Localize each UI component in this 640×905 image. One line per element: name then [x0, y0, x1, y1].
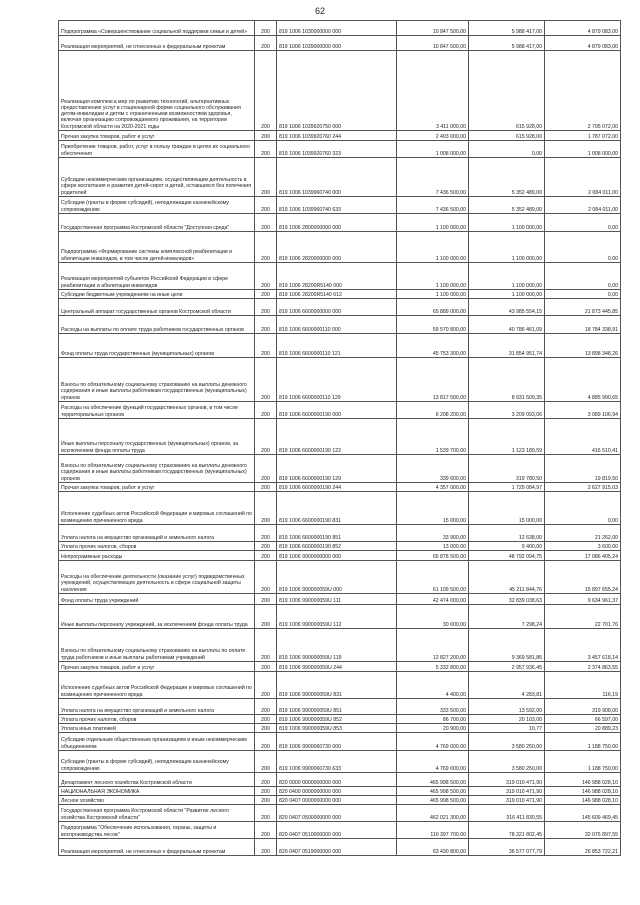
row-code-cell: 819 1006 990000059U 000: [277, 561, 397, 594]
row-approved-cell: 7 436 500,00: [397, 158, 469, 197]
table-row: [59, 214, 621, 232]
row-grbs-cell: 200: [255, 214, 277, 232]
row-code-cell: 819 1006 6600000190 851: [277, 525, 397, 542]
row-name-cell: Иные выплаты персоналу учреждений, за исключением фонда оплаты труда: [59, 605, 255, 629]
row-unexecuted-cell: 145 609 469,45: [545, 805, 621, 822]
row-code-cell: 820 0407 0510000000 000: [277, 822, 397, 839]
row-executed-cell: 1 100 000,00: [469, 290, 545, 299]
row-approved-cell: 13 817 500,00: [397, 358, 469, 402]
row-name-cell: Реализация мероприятий, не отнесенных к федеральным проектам: [59, 839, 255, 856]
row-grbs-cell: 200: [255, 525, 277, 542]
row-unexecuted-cell: 4 885 990,65: [545, 358, 621, 402]
row-code-cell: 819 1006 990000059U 851: [277, 699, 397, 715]
row-approved-cell: 65 878 500,00: [397, 551, 469, 561]
row-code-cell: 819 1006 990000059U 852: [277, 715, 397, 724]
row-name-cell: Прочая закупка товаров, работ и услуг: [59, 662, 255, 672]
row-unexecuted-cell: 2 084 011,00: [545, 197, 621, 214]
row-unexecuted-cell: 21 262,00: [545, 525, 621, 542]
table-row: [59, 131, 621, 141]
row-unexecuted-cell: 2 084 011,00: [545, 158, 621, 197]
table-row: [59, 299, 621, 316]
table-row: [59, 141, 621, 158]
row-grbs-cell: 200: [255, 662, 277, 672]
table-row: [59, 483, 621, 492]
row-executed-cell: 15 000,00: [469, 492, 545, 525]
row-approved-cell: 63 430 800,00: [397, 839, 469, 856]
row-grbs-cell: 200: [255, 158, 277, 197]
row-name-cell: Подпрограмма «Совершенствование социальной поддержки семьи и детей»: [59, 21, 255, 36]
row-executed-cell: 9 369 581,86: [469, 629, 545, 662]
row-code-cell: 819 1006 1030000000 000: [277, 21, 397, 36]
row-code-cell: 819 1006 6600000190 000: [277, 402, 397, 419]
table-row: [59, 561, 621, 594]
row-code-cell: 820 0000 0000000000 000: [277, 773, 397, 787]
row-name-cell: Подпрограмма "Обеспечение использования, охраны, защиты и воспроизводства лесов": [59, 822, 255, 839]
row-code-cell: 819 1006 9900060730 633: [277, 751, 397, 773]
row-grbs-cell: 200: [255, 773, 277, 787]
row-name-cell: Уплата прочих налогов, сборов: [59, 542, 255, 551]
row-code-cell: 819 1006 6600000190 244: [277, 483, 397, 492]
table-row: [59, 822, 621, 839]
row-approved-cell: 10 847 500,00: [397, 21, 469, 36]
row-grbs-cell: 200: [255, 131, 277, 141]
row-code-cell: 819 1006 1039920750 000: [277, 51, 397, 131]
row-grbs-cell: 200: [255, 605, 277, 629]
row-code-cell: 819 1006 6600000110 121: [277, 334, 397, 358]
row-approved-cell: 12 827 200,00: [397, 629, 469, 662]
row-grbs-cell: 200: [255, 334, 277, 358]
row-code-cell: 820 0407 0500000000 000: [277, 805, 397, 822]
row-executed-cell: 316 411 830,55: [469, 805, 545, 822]
row-grbs-cell: 200: [255, 232, 277, 263]
table-row: [59, 787, 621, 796]
row-unexecuted-cell: 0,00: [545, 232, 621, 263]
row-unexecuted-cell: 66 597,00: [545, 715, 621, 724]
row-name-cell: Субсидии бюджетным учреждениям на иные цели: [59, 290, 255, 299]
table-row: [59, 662, 621, 672]
table-row: [59, 525, 621, 542]
row-name-cell: Подпрограмма «Формирование системы комплексной реабилитации и абилитации инвалидов, в том числе детей-инвалидов»: [59, 232, 255, 263]
row-executed-cell: 3 580 250,00: [469, 751, 545, 773]
row-grbs-cell: 200: [255, 51, 277, 131]
row-name-cell: НАЦИОНАЛЬНАЯ ЭКОНОМИКА: [59, 787, 255, 796]
row-approved-cell: 86 700,00: [397, 715, 469, 724]
row-name-cell: Взносы по обязательному социальному страхованию на выплаты денежного содержания и иные выплаты работникам государственных (муниципальных) органов: [59, 455, 255, 483]
row-executed-cell: 319 010 471,90: [469, 796, 545, 805]
table-row: [59, 316, 621, 334]
row-code-cell: 819 1006 9900060730 000: [277, 733, 397, 751]
row-code-cell: 819 1006 990000059U 112: [277, 605, 397, 629]
row-unexecuted-cell: 1 008 000,00: [545, 141, 621, 158]
row-grbs-cell: 200: [255, 299, 277, 316]
row-name-cell: Исполнение судебных актов Российской Федерации и мировых соглашений по возмещению причиненного вреда: [59, 672, 255, 699]
row-executed-cell: 1 729 084,97: [469, 483, 545, 492]
row-unexecuted-cell: 26 853 722,21: [545, 839, 621, 856]
row-approved-cell: 30 000,00: [397, 605, 469, 629]
row-unexecuted-cell: 2 374 863,55: [545, 662, 621, 672]
row-executed-cell: 10,77: [469, 724, 545, 733]
table-row: [59, 402, 621, 419]
row-executed-cell: 12 638,00: [469, 525, 545, 542]
table-row: [59, 751, 621, 773]
row-approved-cell: 333 500,00: [397, 699, 469, 715]
row-unexecuted-cell: 4 879 083,00: [545, 36, 621, 51]
table-row: [59, 805, 621, 822]
row-grbs-cell: 200: [255, 36, 277, 51]
row-name-cell: Лесное хозяйство: [59, 796, 255, 805]
row-grbs-cell: 200: [255, 561, 277, 594]
row-approved-cell: 1 539 700,00: [397, 419, 469, 455]
table-row: [59, 232, 621, 263]
row-unexecuted-cell: 21 873 445,85: [545, 299, 621, 316]
table-row: [59, 672, 621, 699]
row-grbs-cell: 200: [255, 492, 277, 525]
table-row: [59, 419, 621, 455]
row-code-cell: 819 1006 6600000190 122: [277, 419, 397, 455]
row-name-cell: Исполнение судебных актов Российской Федерации и мировых соглашений по возмещению причиненного вреда: [59, 492, 255, 525]
page-number: 62: [314, 6, 325, 16]
row-code-cell: 819 1006 1039920760 323: [277, 141, 397, 158]
row-name-cell: Уплата налога на имущество организаций и земельного налога: [59, 699, 255, 715]
row-grbs-cell: 200: [255, 483, 277, 492]
row-unexecuted-cell: 22 701,76: [545, 605, 621, 629]
row-name-cell: Уплата иных платежей: [59, 724, 255, 733]
row-name-cell: Прочая закупка товаров, работ и услуг: [59, 483, 255, 492]
row-approved-cell: 465 998 500,00: [397, 787, 469, 796]
row-grbs-cell: 200: [255, 733, 277, 751]
row-name-cell: Расходы на обеспечение деятельности (оказание услуг) подведомственных учреждений, осуществляющих деятельность в сфере социальной защиты населения: [59, 561, 255, 594]
table-row: [59, 36, 621, 51]
table-row: [59, 839, 621, 856]
row-unexecuted-cell: 9 634 961,37: [545, 594, 621, 605]
row-unexecuted-cell: 18 784 338,91: [545, 316, 621, 334]
row-code-cell: 819 1006 990000059U 111: [277, 594, 397, 605]
row-executed-cell: 78 321 802,45: [469, 822, 545, 839]
table-row: [59, 358, 621, 402]
row-executed-cell: 2 957 936,45: [469, 662, 545, 672]
row-code-cell: 820 0407 0519000000 000: [277, 839, 397, 856]
row-unexecuted-cell: 2 795 072,00: [545, 51, 621, 131]
table-row: [59, 733, 621, 751]
row-approved-cell: 465 998 500,00: [397, 773, 469, 787]
row-name-cell: Прочая закупка товаров, работ и услуг: [59, 131, 255, 141]
table-row: [59, 334, 621, 358]
row-executed-cell: 4 283,81: [469, 672, 545, 699]
table-row: [59, 724, 621, 733]
row-name-cell: Непрограммные расходы: [59, 551, 255, 561]
row-approved-cell: 13 000,00: [397, 542, 469, 551]
row-executed-cell: 31 854 951,74: [469, 334, 545, 358]
row-name-cell: Фонд оплаты труда государственных (муниципальных) органов: [59, 334, 255, 358]
row-unexecuted-cell: 0,00: [545, 492, 621, 525]
table-row: [59, 629, 621, 662]
row-approved-cell: 45 753 300,00: [397, 334, 469, 358]
row-grbs-cell: 200: [255, 715, 277, 724]
row-unexecuted-cell: 17 086 405,24: [545, 551, 621, 561]
row-grbs-cell: 200: [255, 796, 277, 805]
row-approved-cell: 1 100 000,00: [397, 232, 469, 263]
row-code-cell: 819 1006 6600000110 129: [277, 358, 397, 402]
row-unexecuted-cell: 4 879 083,00: [545, 21, 621, 36]
row-code-cell: 819 1006 1039920760 244: [277, 131, 397, 141]
row-code-cell: 819 1006 990000059U 831: [277, 672, 397, 699]
row-unexecuted-cell: 2 627 915,03: [545, 483, 621, 492]
row-name-cell: Приобретение товаров, работ, услуг в пользу граждан в целях их социального обеспечения: [59, 141, 255, 158]
row-grbs-cell: 200: [255, 724, 277, 733]
row-grbs-cell: 200: [255, 822, 277, 839]
row-approved-cell: 59 570 800,00: [397, 316, 469, 334]
row-code-cell: 819 1006 2800000000 000: [277, 214, 397, 232]
row-approved-cell: 4 769 000,00: [397, 733, 469, 751]
row-code-cell: 820 0400 0000000000 000: [277, 787, 397, 796]
row-grbs-cell: 200: [255, 805, 277, 822]
row-code-cell: 819 1006 6600000000 000: [277, 299, 397, 316]
row-code-cell: 819 1006 1039960740 000: [277, 158, 397, 197]
table-row: [59, 492, 621, 525]
row-code-cell: 819 1006 2820000000 000: [277, 232, 397, 263]
row-unexecuted-cell: 0,00: [545, 290, 621, 299]
row-code-cell: 819 1006 6600000190 831: [277, 492, 397, 525]
row-approved-cell: 7 436 500,00: [397, 197, 469, 214]
row-grbs-cell: 200: [255, 263, 277, 290]
row-executed-cell: 319 780,50: [469, 455, 545, 483]
row-executed-cell: 615 928,00: [469, 51, 545, 131]
row-approved-cell: 6 208 200,00: [397, 402, 469, 419]
table-row: [59, 796, 621, 805]
row-executed-cell: 7 298,24: [469, 605, 545, 629]
row-executed-cell: 5 988 417,00: [469, 36, 545, 51]
row-name-cell: Реализация мероприятий, не отнесенных к федеральным проектам: [59, 36, 255, 51]
row-unexecuted-cell: 416 510,41: [545, 419, 621, 455]
row-grbs-cell: 200: [255, 542, 277, 551]
row-executed-cell: 48 792 094,75: [469, 551, 545, 561]
row-executed-cell: 1 100 000,00: [469, 232, 545, 263]
row-approved-cell: 3 411 000,00: [397, 51, 469, 131]
row-name-cell: Центральный аппарат государственных органов Костромской области: [59, 299, 255, 316]
row-name-cell: Субсидии некоммерческим организациям, осуществляющим деятельность в сфере воспитания и развития детей-сирот и детей, оставшихся без попечения родителей: [59, 158, 255, 197]
row-name-cell: Государственная программа Костромской области "Доступная среда": [59, 214, 255, 232]
row-approved-cell: 4 769 000,00: [397, 751, 469, 773]
row-name-cell: Реализация комплекса мер по развитию технологий, альтернативных предоставлению услуг в стационарной форме социального обслуживания детям-инвалидам и детям с ограниченными возможностями здоровья, включая организацию сопровождаемого проживания, на территории Костромской области на 2020-2021 годы: [59, 51, 255, 131]
row-unexecuted-cell: 13 898 348,26: [545, 334, 621, 358]
row-executed-cell: 1 100 000,00: [469, 263, 545, 290]
row-unexecuted-cell: 1 787 072,00: [545, 131, 621, 141]
row-executed-cell: 45 211 844,76: [469, 561, 545, 594]
row-name-cell: Иные выплаты персоналу государственных (муниципальных) органов, за исключением фонда оплаты труда: [59, 419, 255, 455]
row-unexecuted-cell: 319 908,00: [545, 699, 621, 715]
row-name-cell: Департамент лесного хозяйства Костромской области: [59, 773, 255, 787]
row-executed-cell: 0,00: [469, 141, 545, 158]
row-code-cell: 819 1006 990000059U 244: [277, 662, 397, 672]
table-row: [59, 21, 621, 36]
row-code-cell: 820 0407 0000000000 000: [277, 796, 397, 805]
row-grbs-cell: 200: [255, 787, 277, 796]
row-grbs-cell: 200: [255, 21, 277, 36]
table-row: [59, 551, 621, 561]
row-unexecuted-cell: 3 089 106,94: [545, 402, 621, 419]
table-row: [59, 715, 621, 724]
row-approved-cell: 4 357 000,00: [397, 483, 469, 492]
row-unexecuted-cell: 146 988 028,10: [545, 773, 621, 787]
row-executed-cell: 36 577 077,79: [469, 839, 545, 856]
table-row: [59, 290, 621, 299]
row-approved-cell: 5 332 800,00: [397, 662, 469, 672]
row-name-cell: Взносы по обязательному социальному страхованию на выплаты по оплате труда работников и иные выплаты работникам учреждений: [59, 629, 255, 662]
row-grbs-cell: 200: [255, 594, 277, 605]
row-approved-cell: 2 403 000,00: [397, 131, 469, 141]
row-name-cell: Уплата прочих налогов, сборов: [59, 715, 255, 724]
row-code-cell: 819 1006 9900000000 000: [277, 551, 397, 561]
table-row: [59, 542, 621, 551]
row-code-cell: 819 1006 6600000110 000: [277, 316, 397, 334]
row-unexecuted-cell: 15 897 655,24: [545, 561, 621, 594]
row-executed-cell: 20 103,00: [469, 715, 545, 724]
row-executed-cell: 319 010 471,90: [469, 787, 545, 796]
row-executed-cell: 3 580 250,00: [469, 733, 545, 751]
row-approved-cell: 42 474 000,00: [397, 594, 469, 605]
row-unexecuted-cell: 3 457 618,14: [545, 629, 621, 662]
row-unexecuted-cell: 0,00: [545, 263, 621, 290]
row-approved-cell: 33 900,00: [397, 525, 469, 542]
row-name-cell: Реализация мероприятий субъектов Российской Федерации в сфере реабилитации и абилитации инвалидов: [59, 263, 255, 290]
table-row: [59, 605, 621, 629]
row-approved-cell: 65 889 000,00: [397, 299, 469, 316]
row-approved-cell: 465 998 500,00: [397, 796, 469, 805]
row-unexecuted-cell: 0,00: [545, 214, 621, 232]
row-name-cell: Субсидии (гранты в форме субсидий), неподлежащие казначейскому сопровождению: [59, 197, 255, 214]
row-code-cell: 819 1006 28200R5140 000: [277, 263, 397, 290]
row-unexecuted-cell: 146 988 028,10: [545, 796, 621, 805]
row-grbs-cell: 200: [255, 629, 277, 662]
row-executed-cell: 3 209 093,06: [469, 402, 545, 419]
row-executed-cell: 1 100 000,00: [469, 214, 545, 232]
budget-table-body: [59, 21, 621, 856]
row-unexecuted-cell: 116,19: [545, 672, 621, 699]
table-row: [59, 158, 621, 197]
row-approved-cell: 339 600,00: [397, 455, 469, 483]
row-executed-cell: 5 988 417,00: [469, 21, 545, 36]
row-grbs-cell: 200: [255, 839, 277, 856]
row-name-cell: Субсидии (гранты в форме субсидий), неподлежащие казначейскому сопровождению: [59, 751, 255, 773]
table-row: [59, 263, 621, 290]
row-unexecuted-cell: 20 889,23: [545, 724, 621, 733]
row-grbs-cell: 200: [255, 699, 277, 715]
row-code-cell: 819 1006 6600000190 129: [277, 455, 397, 483]
row-grbs-cell: 200: [255, 358, 277, 402]
row-grbs-cell: 200: [255, 402, 277, 419]
row-unexecuted-cell: 1 188 750,00: [545, 733, 621, 751]
row-grbs-cell: 200: [255, 197, 277, 214]
row-approved-cell: 110 397 700,00: [397, 822, 469, 839]
row-executed-cell: 5 352 489,00: [469, 197, 545, 214]
row-grbs-cell: 200: [255, 419, 277, 455]
row-executed-cell: 8 931 509,35: [469, 358, 545, 402]
row-executed-cell: 1 123 189,59: [469, 419, 545, 455]
row-code-cell: 819 1006 990000059U 119: [277, 629, 397, 662]
row-name-cell: Взносы по обязательному социальному страхованию на выплаты денежного содержания и иные выплаты работникам государственных (муниципальных) органов: [59, 358, 255, 402]
table-row: [59, 773, 621, 787]
row-executed-cell: 9 400,00: [469, 542, 545, 551]
row-code-cell: 819 1006 28200R5140 612: [277, 290, 397, 299]
row-name-cell: Субсидии отдельным общественным организациям и иным некоммерческим объединениям: [59, 733, 255, 751]
row-executed-cell: 319 010 471,90: [469, 773, 545, 787]
row-name-cell: Уплата налога на имущество организаций и земельного налога: [59, 525, 255, 542]
budget-table: [58, 20, 621, 856]
row-executed-cell: 615 928,00: [469, 131, 545, 141]
row-unexecuted-cell: 32 075 897,55: [545, 822, 621, 839]
row-unexecuted-cell: 146 988 028,10: [545, 787, 621, 796]
row-name-cell: Государственная программа Костромской области "Развитие лесного хозяйства Костромской области": [59, 805, 255, 822]
row-approved-cell: 1 100 000,00: [397, 263, 469, 290]
row-grbs-cell: 200: [255, 751, 277, 773]
row-approved-cell: 462 021 300,00: [397, 805, 469, 822]
row-executed-cell: 13 592,00: [469, 699, 545, 715]
row-grbs-cell: 200: [255, 551, 277, 561]
row-grbs-cell: 200: [255, 672, 277, 699]
row-code-cell: 819 1006 1039960740 633: [277, 197, 397, 214]
row-unexecuted-cell: 3 600,00: [545, 542, 621, 551]
table-row: [59, 455, 621, 483]
row-executed-cell: 43 985 554,15: [469, 299, 545, 316]
row-approved-cell: 1 008 000,00: [397, 141, 469, 158]
row-approved-cell: 15 000,00: [397, 492, 469, 525]
row-code-cell: 819 1006 1039000000 000: [277, 36, 397, 51]
row-approved-cell: 1 100 000,00: [397, 214, 469, 232]
row-name-cell: Фонд оплаты труда учреждений: [59, 594, 255, 605]
row-unexecuted-cell: 1 188 750,00: [545, 751, 621, 773]
row-grbs-cell: 200: [255, 316, 277, 334]
row-executed-cell: 40 786 461,09: [469, 316, 545, 334]
row-unexecuted-cell: 19 819,50: [545, 455, 621, 483]
row-approved-cell: 1 100 000,00: [397, 290, 469, 299]
row-approved-cell: 10 847 500,00: [397, 36, 469, 51]
table-row: [59, 51, 621, 131]
row-grbs-cell: 200: [255, 455, 277, 483]
row-executed-cell: 32 839 038,63: [469, 594, 545, 605]
row-code-cell: 819 1006 6600000190 852: [277, 542, 397, 551]
table-row: [59, 197, 621, 214]
row-name-cell: Расходы на выплаты по оплате труда работников государственных органов: [59, 316, 255, 334]
row-grbs-cell: 200: [255, 141, 277, 158]
row-approved-cell: 20 900,00: [397, 724, 469, 733]
table-row: [59, 594, 621, 605]
row-executed-cell: 5 352 489,00: [469, 158, 545, 197]
row-code-cell: 819 1006 990000059U 853: [277, 724, 397, 733]
row-grbs-cell: 200: [255, 290, 277, 299]
row-approved-cell: 4 400,00: [397, 672, 469, 699]
table-row: [59, 699, 621, 715]
row-name-cell: Расходы на обеспечение функций государственных органов, в том числе территориальных органов: [59, 402, 255, 419]
row-approved-cell: 61 109 500,00: [397, 561, 469, 594]
